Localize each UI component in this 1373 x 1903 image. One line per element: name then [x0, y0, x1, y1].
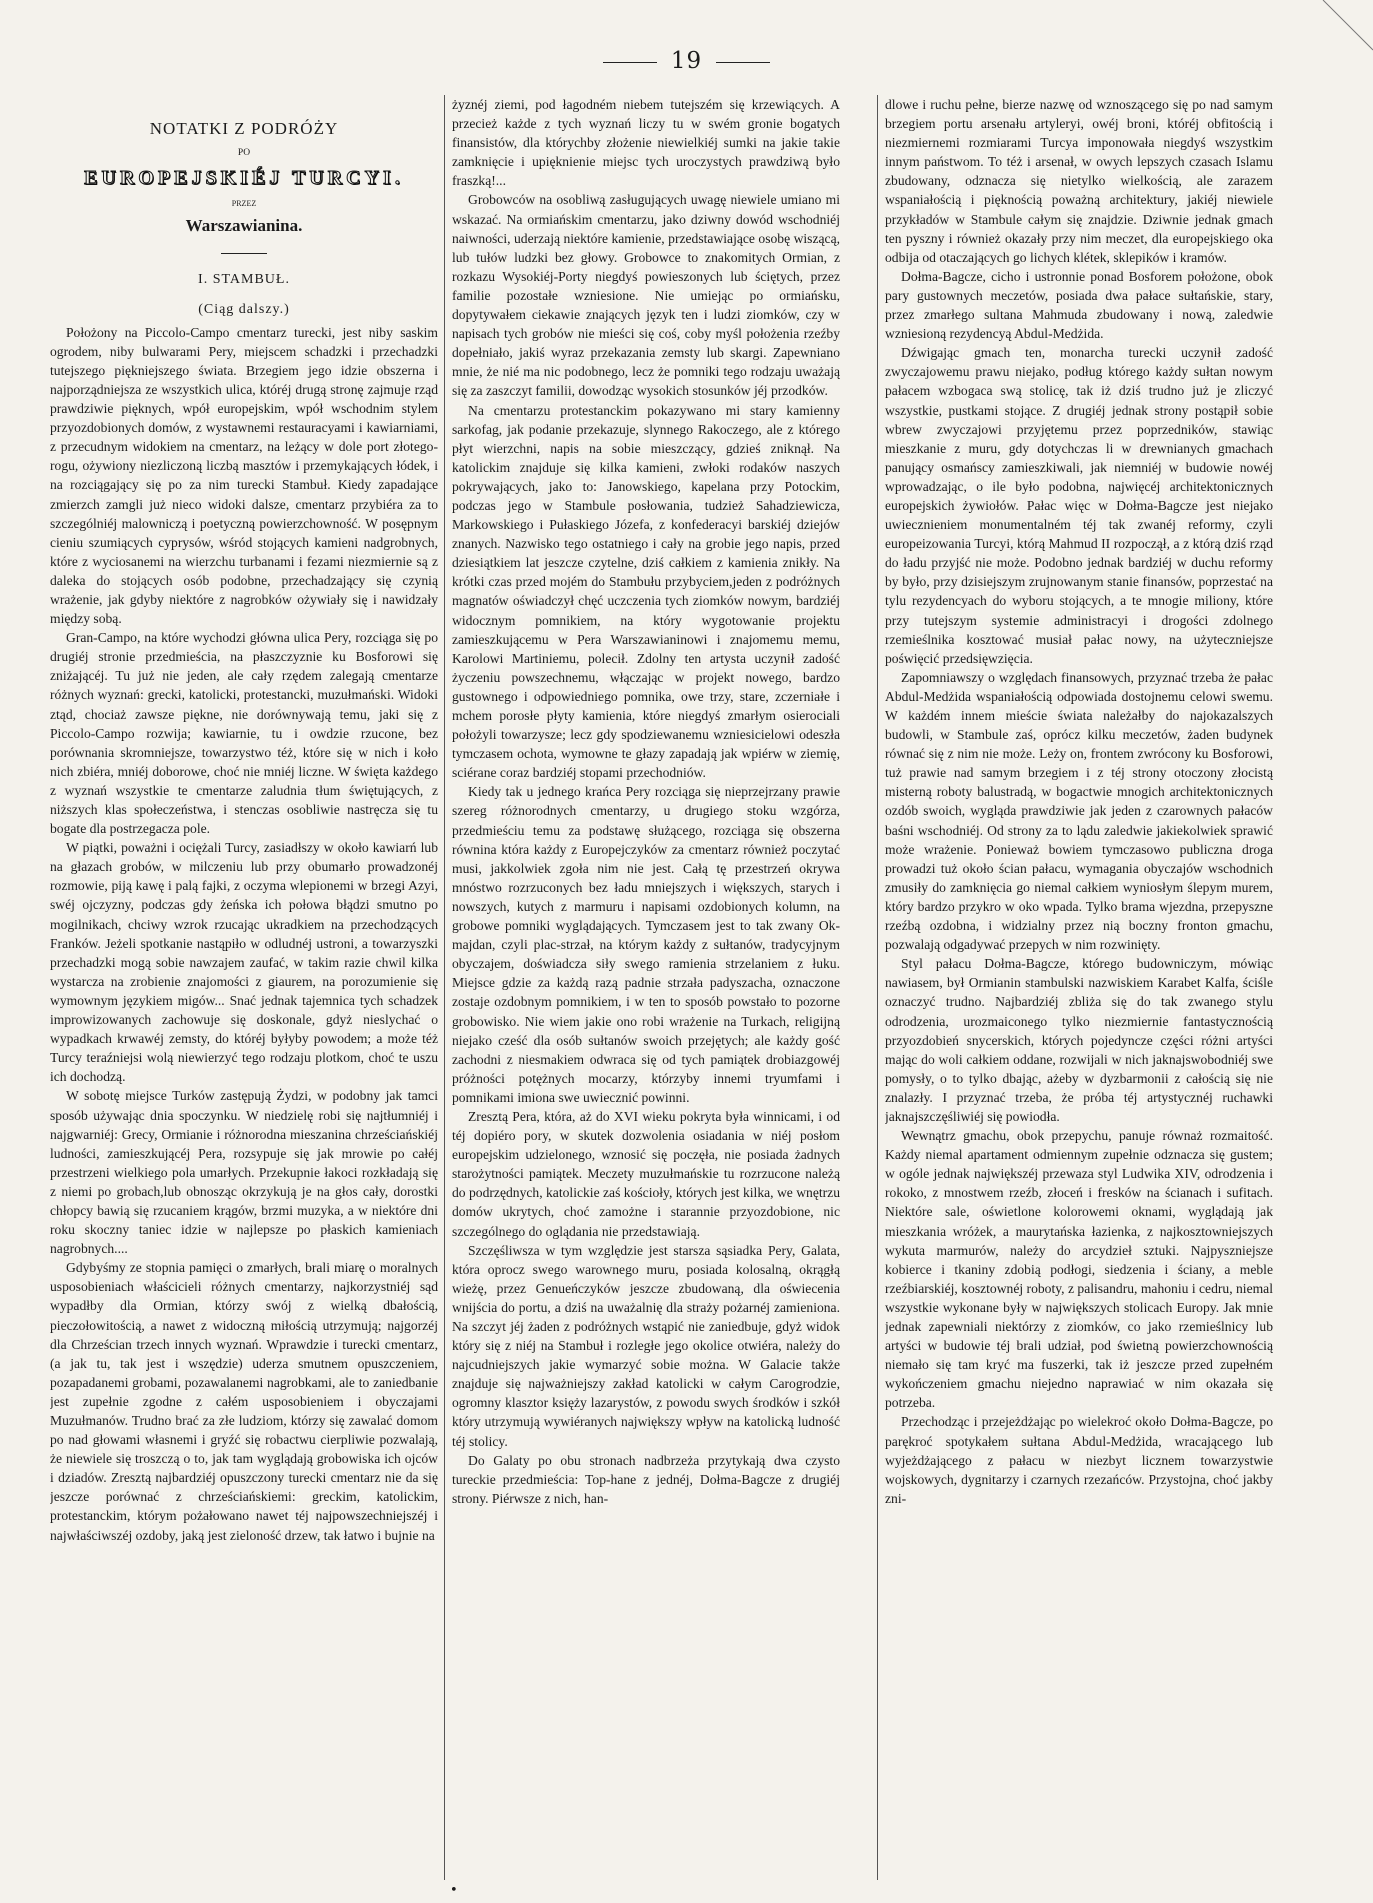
column-rule-right — [877, 95, 878, 1880]
article-title: NOTATKI Z PODRÓŻY — [149, 119, 339, 138]
article-heading — [50, 119, 438, 319]
paragraph: Szczęśliwsza w tym względzie jest starsza sąsiadka Pery, Galata, która oprocz swego warownego muru, posiada kolosalną, okrągłą wieżę, przez Genueńczyków jeszcze zbudowaną, dla oświecenia wnijścia do portu, a dziś na uważalnię dla straży pożarnéj zamieniona. Na szczyt jéj żaden z podróżnych wstąpić nie zaniedbuje, gdyż widok który się z niéj na Stambuł i rozległe jego okolice otwiéra, należy do najcudniejszych jakie wymarzyć sobie można. W Galacie także znajduje się najważniejszy zakład katolicki w całym Carogrodzie, ogromny klasztor księży lazarystów, z powodu swych środków i szkół który utrzymują wywiéranych największy wpływ na katolicką ludność téj stolicy. — [452, 1242, 840, 1449]
article-przez: PRZEZ — [231, 199, 257, 209]
paragraph: Kiedy tak u jednego krańca Pery rozciąga się nieprzejrzany prawie szereg różnorodnych cmentarzy, u drugiego stoku wzgórza, przedmieściu temu za podstawę służącego, rozciąga się obszerna równina która każdy z Europejczyków za cmentarz również poczytać musi, jakkolwiek zgoła nim nie jest. Całą tę przestrzeń okrywa mnóstwo rozrzuconych bez ładu mniejszych i większych, starych i nowszych, kutych z marmuru i napisami ozdobionych kolumn, na grobowe pomniki wyglądających. Tymczasem jest to tak zwany Ok-majdan, czyli plac-strzał, na którym każdy z sułtanów, tradycyjnym obyczajem, doświadcza siły swego ramienia strzelaniem z łuku. Miejsce gdzie za każdą razą padnie strzała padyszacha, oznaczone zostaje ozdobnym pomnikiem, i w ten to sposób powstało to pozorne grobowisko. Nie wiem jakie ono robi wrażenie na Turkach, religijną niejako cześć dla osób sułtanów swoich przejętych; ale każdy gość zachodni z niesmakiem odwraca się od tych pamiątek drobiazgowéj próżności potężnych mocarzy, którzyby innemi tryumfami i pomnikami imiona swe uwiecznić powinni. — [452, 784, 840, 1105]
paragraph: Wewnątrz gmachu, obok przepychu, panuje równaż rozmaitość. Każdy niemal apartament odmiennym zupełnie odznacza się gustem; w ogóle jednak największéj przewaza styl Ludwika XIV, odrodzenia i rokoko, z mnostwem rzeźb, złoceń i fresków na ścianach i sufitach. Niektóre sale, oświetlone kolorowemi oknami, wyglądają jak mieszkania wróżek, a maurytańska łazienka, z najkosztowniejszych wykuta marmurów, należy do arcydzieł sztuki. Najpyszniejsze kobierce i tkaniny zdobią podłogi, siedzenia i ściany, a meble rzeźbiarskiéj, kosztownéj roboty, z palisandru, mahoniu i cedru, niemal wszystkie wykonane były w największych stolicach Europy. Jak mnie jednak zapewniali niektórzy z ziomków, co jako rzemieślnicy lub artyści w budowie téj brali udział, pod świetną powierzchownością niemało się tam kryć ma fuszerki, tak iż jeszcze przed zupełném wykończeniem gmachu niejedno naprawiać w nim okazała się potrzeba. — [885, 1128, 1273, 1411]
page-number: 19 — [670, 48, 703, 74]
section-title: I. STAMBUŁ. — [198, 272, 290, 288]
page-number-left-rule — [603, 62, 657, 63]
paragraph: Do Galaty po obu stronach nadbrzeża przytykają dwa czysto tureckie przedmieścia: Top-hane z jednéj, Dołma-Bagcze z drugiéj strony. Piérwsze z nich, han- — [452, 1452, 840, 1506]
page-number-right-rule — [716, 62, 770, 63]
paragraph: W sobotę miejsce Turków zastępują Żydzi, w podobny jak tamci sposób używając dnia spoczynku. W niedzielę robi się najtłumniéj i najgwarniéj: Grecy, Ormianie i różnorodna mieszanina chrześciańskiéj ludności, zamieszkującéj Pera, rozsypuje się jak mrowie po całéj przestrzeni wielkiego pola umarłych. Przekupnie łakoci rozkładają się z niemi po grobach,lub obnosząc okrzykują je na głos cały, dorostki chłopcy bawią się rzucaniem krągów, brzmi muzyka, a w niektóre dni roku skoczny taniec idzie w najlepsze po płaskich kamieniach nagrobnych.... — [50, 1088, 438, 1257]
heading-divider — [221, 253, 267, 254]
paragraph: Dołma-Bagcze, cicho i ustronnie ponad Bosforem położone, obok pary gustownych meczetów, posiada dwa pałace sułtańskie, stary, przez zmarłego sultana Mahmuda zbudowany i nową, zaledwie wzniesioną rezydencyą Abdul-Medżida. — [885, 268, 1273, 342]
column-2 — [452, 95, 840, 1880]
column-1 — [50, 95, 438, 1880]
paragraph: Zapomniawszy o względach finansowych, przyznać trzeba że pałac Abdul-Medżida wspaniałością odpowiada dostojnemu celowi swemu. W każdém innem mieście świata należałby do najokazalszych budowli, w Stambule zaś, oprócz kilku meczetów, żaden budynek równać się z nim nie może. Leży on, frontem zwrócony ku Bosforowi, tuż prawie nad samym brzegiem i z téj strony otoczony złocistą misterną roboty balustradą, w bogactwie mnogich architektonicznych ozdób swoich, wygląda prawdziwie jak jeden z czarownych pałaców baśni wschodniéj. Od strony za to lądu zaledwie jakiekolwiek sprawić może wrażenie. Ponieważ bowiem tymczasowo publiczna droga prowadzi tuż około ścian pałacu, wymagania obyczajów wschodnich zmusiły do zamknięcia go niemal całkiem wyniosłym ślepym murem, który bardzo przykro w oko wpada. Tylko brama wjezdna, przepyszne rzeźbą ozdobna, i widzialny przez nią boczny fronton gmachu, pozwalają odgadywać przepych w nim rozwinięty. — [885, 669, 1273, 953]
paragraph: W piątki, poważni i ociężali Turcy, zasiadłszy w około kawiarń lub na głazach grobów, w milczeniu lub przy obumarło prowadzonéj rozmowie, piją kawę i palą fajki, z oczyma wlepionemi w brzegi Azyi, swéj ojczyzny, podczas gdy żeńska ich połowa błądzi smutno po mogilnikach, chciwy wzrok rzucając ukradkiem na przechodzących Franków. Jeżeli spotkanie nastąpiło w odludnéj ustroni, a towarzyszki przechadzki mogą sobie nawzajem zaufać, w takim razie chwil kilka wystarcza na zrobienie znajomości z giaurem, na porozumienie się wymownym językiem migów... Snać jednak tajemnica tych schadzek improwizowanych zachowuje się doskonale, gdyż nieslychać o wypadkach krwawéj zemsty, do któréj byłyby powodem; a może téż Turcy teraźniejsi wolą niewierzyć tego rodzaju plotkom, choć te uszu ich dochodzą. — [50, 840, 438, 1085]
article-subject: EUROPEJSKIÉJ TURCYI. — [84, 167, 404, 190]
article-po: PO — [237, 148, 251, 159]
column-rule-left — [444, 95, 445, 1880]
paragraph: Gran-Campo, na które wychodzi główna ulica Pery, rozciąga się po drugiéj stronie przedmieścia, na płaszczyznie ku Bosforowi się zniżającéj. Tu już nie jeden, ale cały rzędem zalegają cmentarze różnych wyznań: grecki, katolicki, protestancki, muzułmański. Widoki ztąd, chociaż zawsze piękne, nie dorównywają temu, jaki się z Piccolo-Campo rozwija; kawiarnie, tu i owdzie rzucone, bez porównania skromniejsze, towarzystwo téż, które się w nich i koło nich zbiéra, mniéj doborowe, choć nie mniéj liczne. W święta każdego z wyznań wszystkie te cmentarze zaludnia tłum świętujących, z niższych klas społeczeństwa, i stenczas osobliwie nastręcza się tu bogate dla postrzegacza pole. — [50, 630, 438, 837]
paragraph: Położony na Piccolo-Campo cmentarz turecki, jest niby saskim ogrodem, niby bulwarami Pery, miejscem schadzki i przechadzki tutejszego piękniejszego świata. Brzegiem jego idzie obszerna i najporządniejsza ze wszystkich ulica, któréj drugą stronę zajmuje rząd prawdziwie pięknych, wpół europejskim, wpół wschodnim stylem przyozdobionych domów, z wystawnemi restauracyami i kawiarniami, z przecudnym widokiem na cmentarz, na leżący w dole port złotego-rogu, ożywiony niezliczoną liczbą masztów i przemykających łódek, i na rozciągający się po za nim turecki Stambuł. Kiedy zapadające zmierzch zamgli już nieco widoki dalsze, cmentarz przybiéra za to szczególniéj malowniczą i poetyczną powierzchowność. W posępnym cieniu szumiących cyprysów, wśród stojących kamieni nadgrobnych, które z wyciosanemi na wierzchu turbanami i fezami niezmiernie są z daleka do stojących osób podobne, przechadzający się czynią wrażenie, jak gdyby niektóre z nagrobków ożywiały się i nawidzały między sobą. — [50, 324, 438, 627]
page-corner-mark — [1313, 0, 1373, 60]
paragraph: Gdybyśmy ze stopnia pamięci o zmarłych, brali miarę o moralnych usposobieniach właścicieli różnych cmentarzy, najkorzystniéj sąd wypadłby dla Ormian, którzy swój z wielką dbałością, pieczołowitością, a nawet z widoczną miłością utrzymują; najgorzéj dla Chrześcian trzech innych wyznań. Wprawdzie i turecki cmentarz, (a jak tu, tak jest i wszędzie) uderza smutnem opuszczeniem, pozapadanemi grobami, pozawalanemi nagrobkami, ale to zaniedbanie jest zupełnie zgodne z całém usposobieniem i obyczajami Muzułmanów. Trudno brać za złe ludziom, którzy się zawalać domom po nad głowami własnemi i gryźć się robactwu cierpliwie pozwalają, że niewiele się troszczą o to, jak tam wyglądają grobowiska ich ojców i dziadów. Zresztą najbardziéj opuszczony turecki cmentarz nie da się jeszcze porównać z chrześciańskiemi: greckim, katolickim, protestanckim, którym pożałowano nawet téj najpowszechniejszéj i najwłaściwszéj ozdoby, jaką jest zieloność drzew, tak łatwo i bujnie na — [50, 1260, 438, 1543]
paragraph: Grobowców na osobliwą zasługujących uwagę niewiele umiano mi wskazać. Na ormiańskim cmentarzu, jako dziwny dowód wschodniéj naiwności, uderzają niektóre kamienie, przedstawiające osobę wiszącą, lub tułów ludzki bez głowy. Grobowce to znakomitych Ormian, z rozkazu Wysokiéj-Porty niegdyś powieszonych lub ściętych, przez familie pozostałe wzniesione. Nie umiejąc po ormiańsku, dopytywałem ciekawie znających język ten i ludzi ziomków, czy w napisach tych grobów nie mieści się coś, coby myśl położenia rzeźby dopełniało, jakiś wyraz przekazania zemsty lub skargi. Zapewniano mnie, że nié ma nic podobnego, lecz że pomniki tego rodzaju uważają się za zaszczyt familii, dowodząc wysokich stosunków jéj przodków. — [452, 192, 840, 399]
continued-note: (Ciąg dalszy.) — [198, 301, 290, 317]
page-number-line — [0, 48, 1373, 74]
paragraph: Zresztą Pera, która, aż do XVI wieku pokryta była winnicami, i od téj dopiéro pory, w skutek dozwolenia osiadania w niéj posłom europejskim udzielonego, wznosić się poczęła, nie posiada żadnych starożytności pamiątek. Meczety muzułmańskie tu rozrzucone należą do podrzędnych, katolickie zaś kościoły, których jest kilka, we wnętrzu domów ukrytych, choć zamożne i starannie przyozdobione, nic szczególnego do oglądania nie przedstawiają. — [452, 1108, 840, 1239]
paragraph: Dźwigając gmach ten, monarcha turecki uczynił zadość zwyczajowemu prawu niejako, podług którego każdy sułtan nowym pałacem wzbogaca swą stolicę, tak iż dziś trudno już je zliczyć wszystkie, pustkami stojące. Z drugiéj jednak strony postąpił sobie wbrew zwyczajowi przyjętemu przez poprzedników, stawiąc mieszkanie z muru, gdy dotychczas li w drewnianych gmachach panujący osmańscy zamieszkiwali, jak niemniéj w budowie nowéj wprowadzając, o ile było podobna, najwięcéj architektonicznych europejskich żywiołów. Pałac więc w Dołma-Bagcze jest niejako uwiecznieniem monumentalném téj tak zwanéj reformy, czyli europeizowania Turcyi, którą Mahmud II rozpoczął, a z którą dziś rząd do ładu przyjść nie może. Podobno jednak bardziéj w duchu reformy by było, przy dzisiejszym zrujnowanym stanie finansów, poprzestać na tylu rezydencyach do wyboru stojących, a te mnogie miliony, które przy tutejszym systemie administracyi i drogości zdolnego rzemieślnika kosztować musiał pałac nowy, na użyteczniejsze poświęcić przedsięwzięcia. — [885, 345, 1273, 666]
paragraph: Na cmentarzu protestanckim pokazywano mi stary kamienny sarkofag, jak podanie przekazuje, slynnego Rakoczego, ale z którego płyt wierzchni, napis na sobie mieszczący, gdzieś zniknął. Na katolickim znajduje się kilka kamieni, zwłoki rodaków naszych pokrywających, jako to: Janowskiego, kapelana przy Potockim, podczas jego w Stambule posłowania, tudzież Sahadziewicza, Markowskiego i Pułaskiego Józefa, z konfederacyi barskiéj dziejów znanych. Nazwisko tego ostatniego i cały na grobie jego napis, przed dziesiątkiem lat jeszcze czytelne, dziś całkiem z kamienia znikły. Na krótki czas przed mojém do Stambułu przybyciem,jeden z podróżnych magnatów oświadczył chęć uczczenia tych ziomków nowym, bardziéj widocznym pomnikiem, na który wygotowanie projektu zamieszkującemu w Pera Warszawianinowi i znajomemu memu, Karolowi Martiniemu, polecił. Zdolny ten artysta uczynił zadość życzeniu powszechnemu, włączając w projekt nowego, bardzo gustownego i odpowiedniego pomnika, owe trzy, stare, zczerniałe i mchem porosłe płyty kamienia, które niegdyś zmarłym osierociali położyli towarzysze; lecz gdy spodziewanemu wzniesicielowi odeszła tymczasem ochota, wymowne te głazy zapadają jak wpiérw w ziemię, sciérane coraz bardziéj stopami przechodniów. — [452, 402, 840, 781]
column-3 — [885, 95, 1273, 1880]
paragraph: Przechodząc i przejeżdżając po wielekroć około Dołma-Bagcze, po parękroć spotykałem sułtana Abdul-Medżida, wracającego lub wyjeżdżającego z pałacu w niezbyt licznem towarzystwie wojskowych, dygnitarzy i czarnych rzezańców. Przystojna, choć jakby zni- — [885, 1414, 1273, 1506]
article-author: Warszawianina. — [185, 216, 303, 236]
paragraph: dlowe i ruchu pełne, bierze nazwę od wznoszącego się po nad samym brzegiem portu arsenału artyleryi, owéj broni, któréj obfitością i niezmiernemi rozmiarami Turcya imponowała niegdyś wszystkim innym państwom. To téż i arsenał, w owych lepszych czasach Islamu zbudowany, odznacza się nietylko wielkością, ale zarazem wspaniałością i pięknością poważną architektury, jakiéj niewiele przykładów w Stambule całym się znajdzie. Dziwnie jednak gmach ten pyszny i również okazały przy nim meczet, dla europejskiego oka odbija od otaczających go lichych klétek, sklepików i kramów. — [885, 97, 1273, 265]
paragraph: Styl pałacu Dołma-Bagcze, którego budowniczym, mówiąc nawiasem, był Ormianin stambulski nazwiskiem Karabet Kalfa, ściśle oznaczyć trudno. Najbardziéj zbliża się do tak zwanego stylu odrodzenia, urozmaiconego tylko niezmiernie fantastycznością przyozdobień snycerskich, których pojedyncze części różni artyści mając do woli całkiem oddane, rozwijali w nich jaknajswobodniéj swe pomysły, o to tylko dbając, ażeby w dyzbarmonii z całością się nie znalazły. I przyznać trzeba, że próba téj artystycznéj ruchawki jaknajszczęśliwiéj się powiodła. — [885, 956, 1273, 1124]
ink-dot: • — [450, 1883, 458, 1898]
paragraph: żyznéj ziemi, pod łagodném niebem tutejszém się krzewiących. A przecież każde z tych wyznań liczy tu w swém gronie bogatych finansistów, dla którychby złożenie niewielkiéj sumki na jakie takie zamknięcie i upięknienie miejsc tych uroczystych prawdziwą było fraszką!... — [452, 97, 840, 189]
